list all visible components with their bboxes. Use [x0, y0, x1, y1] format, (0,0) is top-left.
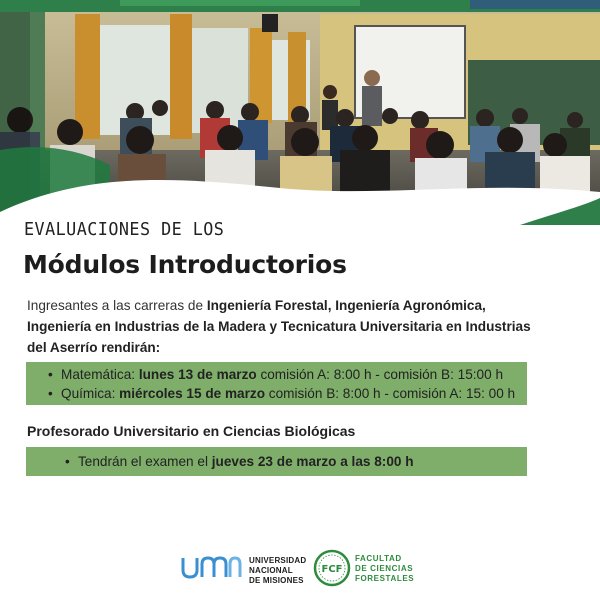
schedule-list-2: [26, 447, 527, 471]
item-rest: comisión B: 8:00 h - comisión A: 15: 00 h: [265, 386, 516, 401]
item-date: jueves 23 de marzo a las 8:00 h: [211, 454, 414, 469]
item-date: lunes 13 de marzo: [138, 367, 257, 382]
schedule-list-1: [26, 362, 527, 403]
unam-logo-icon: [180, 554, 242, 580]
fcf-seal-icon: [313, 549, 351, 587]
classroom-photo: [0, 0, 600, 225]
list-item: [78, 452, 527, 471]
item-subject: Matemática:: [61, 367, 139, 382]
unam-line: NACIONAL: [249, 566, 293, 575]
item-lead: Tendrán el examen el: [78, 454, 212, 469]
list-item: [61, 384, 527, 403]
intro-careers: Ingeniería Forestal, Ingeniería Agronómica, Ingeniería en Industrias de la Madera y Tecnicatura Universitaria en Industrias del Aserrío: [27, 298, 531, 355]
item-rest: comisión A: 8:00 h - comisión B: 15:00 h: [256, 367, 503, 382]
page-title: Módulos Introductorios: [23, 250, 347, 279]
intro-lead: Ingresantes a las carreras de: [27, 298, 207, 313]
fcf-line: FACULTAD: [355, 554, 402, 563]
footer-logos: [0, 540, 600, 600]
fcf-line: FORESTALES: [355, 574, 415, 583]
item-subject: Química:: [61, 386, 120, 401]
list-item: [61, 365, 527, 384]
item-date: miércoles 15 de marzo: [119, 386, 265, 401]
header-photo: [0, 0, 600, 225]
kicker-heading: EVALUACIONES DE LOS: [24, 219, 225, 240]
unam-line: UNIVERSIDAD: [249, 556, 307, 565]
section-heading: Profesorado Universitario en Ciencias Biológicas: [27, 423, 356, 439]
fcf-line: DE CIENCIAS: [355, 564, 414, 573]
schedule-box-1: [26, 362, 527, 405]
schedule-box-2: [26, 447, 527, 476]
intro-tail: rendirán:: [97, 340, 161, 355]
unam-wordmark: [249, 556, 306, 586]
fcf-monogram: FCF: [321, 564, 343, 575]
intro-paragraph: [27, 295, 547, 358]
unam-line: DE MISIONES: [249, 576, 304, 585]
fcf-wordmark: [355, 554, 414, 584]
